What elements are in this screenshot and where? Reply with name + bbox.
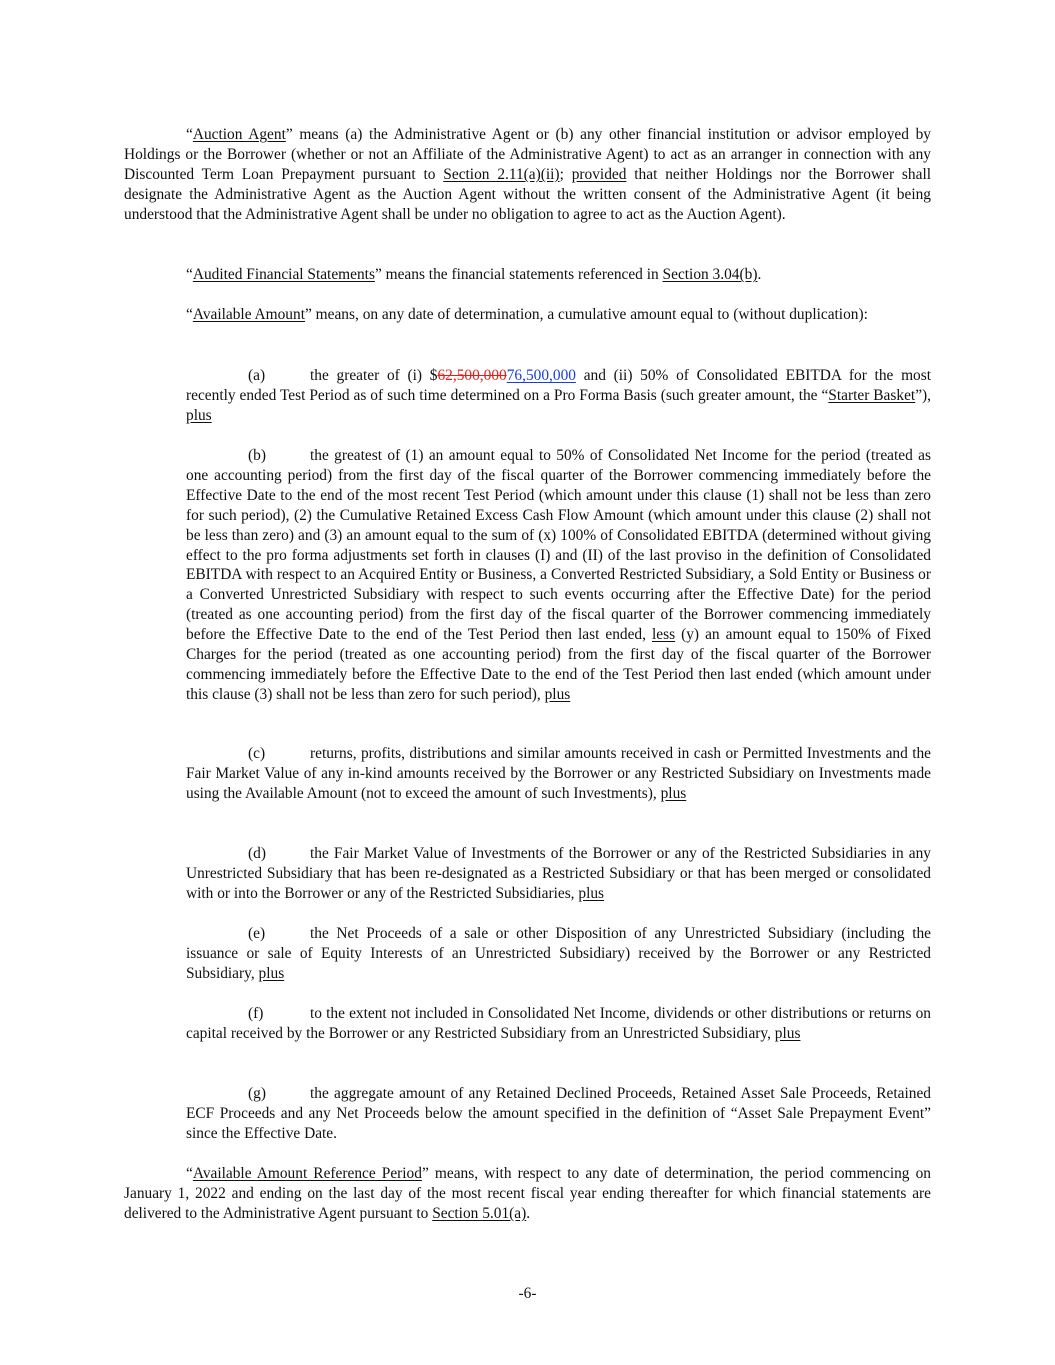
clause-label: (b): [248, 447, 266, 464]
less-keyword: less: [652, 626, 676, 644]
clause-d: (d) the Fair Market Value of Investments of the Borrower or any of the Restricted Subsidiaries in any Unrestricted Subsidiary that has been re-designated as a Restricted Subsidiary or that has been merged or consolidated with or into the Borrower or any of the Restricted Subsidiaries, plus: [186, 845, 931, 902]
clause-label: (e): [248, 925, 266, 942]
clause-c: (c) returns, profits, distributions and similar amounts received in cash or Permitted Investments and the Fair Market Value of any in-kind amounts received by the Borrower or any Restricted Subsidiary on Investments made using the Available Amount (not to exceed the amount of such Investments), plus: [186, 745, 931, 802]
defined-term: Audited Financial Statements: [192, 266, 375, 283]
definition-available-amount-reference-period: “Available Amount Reference Period” means, with respect to any date of determination, the period commencing on January 1, 2022 and ending on the last day of the most recent fiscal year ending thereafter for which financial statements are delivered to the Administrative Agent pursuant to Section 5.01(a).: [124, 1165, 931, 1222]
definition-available-amount: “Available Amount” means, on any date of determination, a cumulative amount equal to (without duplication):: [186, 306, 868, 323]
definition-auction-agent: “Auction Agent” means (a) the Administrative Agent or (b) any other financial institution or advisor employed by Holdings or the Borrower (whether or not an Affiliate of the Administrative Agent) to act as an arranger in connection with any Discounted Term Loan Prepayment pursuant to Section 2.11(a)(ii); provided that neither Holdings nor the Borrower shall designate the Administrative Agent as the Auction Agent without the written consent of the Administrative Agent (it being understood that the Administrative Agent shall be under no obligation to agree to act as the Auction Agent).: [124, 126, 931, 223]
defined-term: Auction Agent: [192, 126, 286, 143]
defined-term: Available Amount: [192, 306, 305, 323]
clause-g: (g) the aggregate amount of any Retained Declined Proceeds, Retained Asset Sale Proceeds, Retained ECF Proceeds and any Net Proceeds below the amount specified in the definition of “Asset Sale Prepayment Event” since the Effective Date.: [186, 1085, 931, 1142]
proviso-keyword: provided: [571, 165, 627, 183]
definition-audited-financial-statements: “Audited Financial Statements” means the financial statements referenced in Section 3.04(b).: [186, 266, 762, 283]
deleted-amount: 62,500,000: [437, 367, 507, 384]
clause-label: (f): [248, 1005, 264, 1022]
section-reference: Section 2.11(a)(ii): [443, 165, 560, 183]
clause-label: (g): [248, 1085, 266, 1102]
clause-label: (d): [248, 845, 266, 862]
section-reference: Section 5.01(a): [432, 1204, 527, 1222]
defined-term: Available Amount Reference Period: [192, 1165, 422, 1182]
clause-a: (a) the greater of (i) $62,500,00076,500,000 and (ii) 50% of Consolidated EBITDA for the most recently ended Test Period as of such time determined on a Pro Forma Basis (such greater amount, the “Starter Basket”), plus: [186, 367, 931, 424]
plus-keyword: plus: [258, 964, 285, 982]
clause-e: (e) the Net Proceeds of a sale or other Disposition of any Unrestricted Subsidiary (including the issuance or sale of Equity Interests of an Unrestricted Subsidiary) received by the Borrower or any Restricted Subsidiary, plus: [186, 925, 931, 982]
clause-b: (b) the greatest of (1) an amount equal to 50% of Consolidated Net Income for the period (treated as one accounting period) from the first day of the fiscal quarter of the Borrower commencing immediately before the Effective Date to the end of the most recent Test Period (which amount under this clause (1) shall not be less than zero for such period), (2) the Cumulative Retained Excess Cash Flow Amount (which amount under this clause (2) shall not be less than zero) and (3) an amount equal to the sum of (x) 100% of Consolidated EBITDA (determined without giving effect to the pro forma adjustments set forth in clauses (I) and (II) of the last proviso in the definition of Consolidated EBITDA with respect to an Acquired Entity or Business, a Converted Restricted Subsidiary, a Sold Entity or Business or a Converted Unrestricted Subsidiary with respect to such events occurring after the Effective Date) for the period (treated as one accounting period) from the first day of the fiscal quarter of the Borrower commencing immediately before the Effective Date to the end of the Test Period then last ended, less (y) an amount equal to 150% of Fixed Charges for the period (treated as one accounting period) from the first day of the fiscal quarter of the Borrower commencing immediately before the Effective Date to the end of the Test Period then last ended (which amount under this clause (3) shall not be less than zero for such period), plus: [186, 447, 931, 703]
defined-term: Starter Basket: [828, 386, 916, 404]
clause-label: (c): [248, 745, 266, 762]
inserted-amount: 76,500,000: [506, 367, 576, 384]
section-reference: Section 3.04(b): [662, 266, 758, 283]
plus-keyword: plus: [578, 884, 605, 902]
page-number: -6-: [518, 1285, 537, 1302]
clause-label: (a): [248, 367, 266, 384]
plus-keyword: plus: [774, 1024, 801, 1042]
plus-keyword: plus: [544, 685, 571, 703]
clause-f: (f) to the extent not included in Consolidated Net Income, dividends or other distributions or returns on capital received by the Borrower or any Restricted Subsidiary from an Unrestricted Subsidiary, plus: [186, 1005, 931, 1042]
plus-keyword: plus: [186, 406, 212, 424]
plus-keyword: plus: [660, 784, 687, 802]
